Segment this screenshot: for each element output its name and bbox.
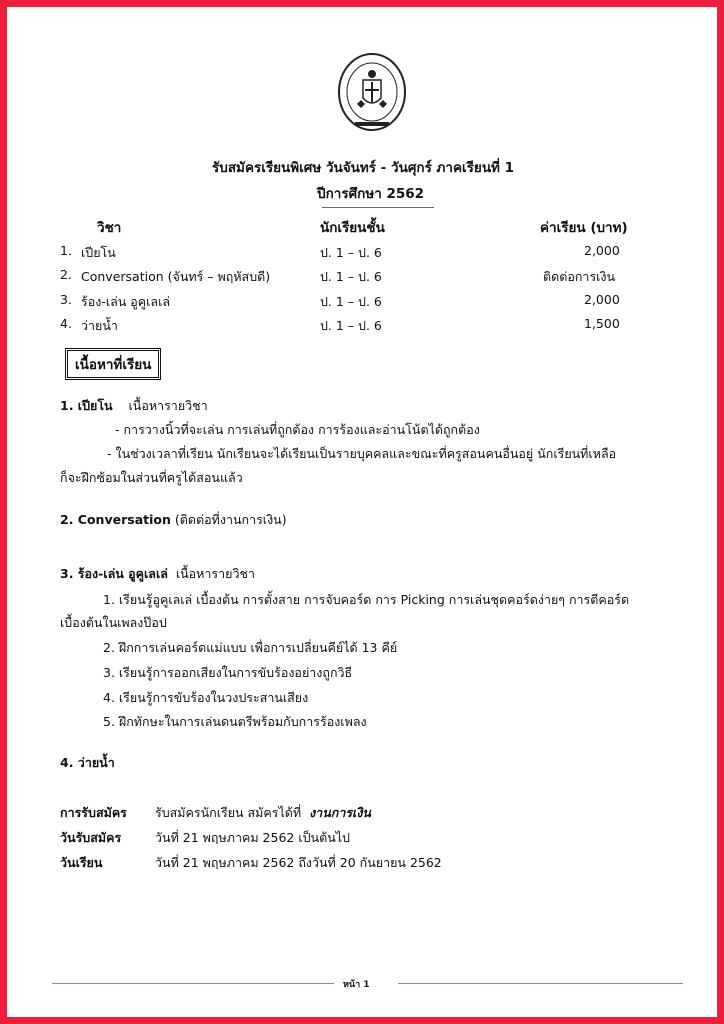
ukulele-item-5: 5. ฝึกทักษะในการเล่นดนตรีพร้อมกับการร้องเพลง (103, 714, 367, 729)
table-row-subject: ว่ายน้ำ (81, 318, 118, 333)
table-row-num: 4. (60, 316, 72, 331)
table-header-subject: วิชา (97, 220, 122, 236)
ukulele-section-heading (60, 564, 255, 584)
apply-text: รับสมัครนักเรียน สมัครได้ที่ (155, 805, 302, 820)
ukulele-item-3: 3. เรียนรู้การออกเสียงในการขับร้องอย่างถูกวิธี (103, 665, 353, 680)
apply-place: งานการเงิน (309, 805, 371, 820)
table-row-num: 3. (60, 292, 72, 307)
study-date-label: วันเรียน (60, 855, 103, 870)
title-divider (322, 207, 434, 208)
title-line-2: ปีการศึกษา 2562 (317, 186, 425, 202)
table-row-fee: ติดต่อการเงิน (543, 269, 616, 284)
apply-label: การรับสมัคร (60, 805, 127, 820)
piano-bullet-1: - การวางนิ้วที่จะเล่น การเล่นที่ถูกต้อง การร้องและอ่านโน้ตได้ถูกต้อง (115, 422, 480, 437)
conversation-section-heading (60, 510, 287, 530)
piano-subtitle: เนื้อหารายวิชา (128, 398, 208, 413)
piano-title: 1. เปียโน (60, 398, 113, 413)
table-row-subject: เปียโน (81, 245, 116, 260)
footer-rule-left (52, 983, 334, 984)
table-row-subject: ร้อง-เล่น อูคูเลเล่ (81, 294, 171, 309)
apply-date-text: วันที่ 21 พฤษภาคม 2562 เป็นต้นไป (155, 830, 350, 845)
table-row-fee: 1,500 (584, 316, 620, 331)
ukulele-item-1: 1. เรียนรู้อูคูเลเล่ เบื้องต้น การตั้งสาย การจับคอร์ด การ Picking การเล่นชุดคอร์ดง่ายๆ การตีคอร์ด (103, 592, 630, 607)
table-header-fee: ค่าเรียน (บาท) (540, 220, 628, 236)
table-row-fee: 2,000 (584, 292, 620, 307)
content-heading: เนื้อหาที่เรียน (65, 348, 161, 380)
ukulele-item-1-cont: เบื้องต้นในเพลงป๊อป (60, 615, 167, 630)
table-row-fee: 2,000 (584, 243, 620, 258)
table-row-subject: Conversation (จันทร์ – พฤหัสบดี) (81, 269, 271, 284)
table-header-level: นักเรียนชั้น (320, 220, 385, 236)
table-row-num: 2. (60, 267, 72, 282)
study-date-text: วันที่ 21 พฤษภาคม 2562 ถึงวันที่ 20 กันยายน 2562 (155, 855, 442, 870)
piano-section-heading (60, 396, 208, 416)
apply-date-label: วันรับสมัคร (60, 830, 122, 845)
conversation-title: 2. Conversation (60, 512, 171, 527)
piano-bullet-2-cont: ก็จะฝึกซ้อมในส่วนที่ครูได้สอนแล้ว (60, 470, 243, 485)
ukulele-title: 3. ร้อง-เล่น อูคูเลเล่ (60, 566, 168, 581)
piano-bullet-2: - ในช่วงเวลาที่เรียน นักเรียนจะได้เรียนเป็นรายบุคคลและขณะที่ครูสอนคนอื่นอยู่ นักเรียนที่เหลือ (107, 446, 617, 461)
page-number: หน้า 1 (343, 980, 370, 990)
apply-text-line (155, 803, 371, 823)
ukulele-subtitle: เนื้อหารายวิชา (175, 566, 255, 581)
ukulele-item-4: 4. เรียนรู้การขับร้องในวงประสานเสียง (103, 690, 309, 705)
table-row-level: ป. 1 – ป. 6 (320, 318, 382, 333)
ukulele-item-2: 2. ฝึกการเล่นคอร์ดแม่แบบ เพื่อการเปลี่ยนคีย์ได้ 13 คีย์ (103, 640, 398, 655)
footer-rule-right (398, 983, 683, 984)
table-row-num: 1. (60, 243, 72, 258)
table-row-level: ป. 1 – ป. 6 (320, 269, 382, 284)
table-row-level: ป. 1 – ป. 6 (320, 245, 382, 260)
conversation-note: (ติดต่อที่งานการเงิน) (174, 512, 287, 527)
table-row-level: ป. 1 – ป. 6 (320, 294, 382, 309)
school-crest-icon (337, 52, 407, 138)
title-line-1: รับสมัครเรียนพิเศษ วันจันทร์ - วันศุกร์ ภาคเรียนที่ 1 (212, 160, 515, 176)
swimming-title: 4. ว่ายน้ำ (60, 755, 115, 770)
